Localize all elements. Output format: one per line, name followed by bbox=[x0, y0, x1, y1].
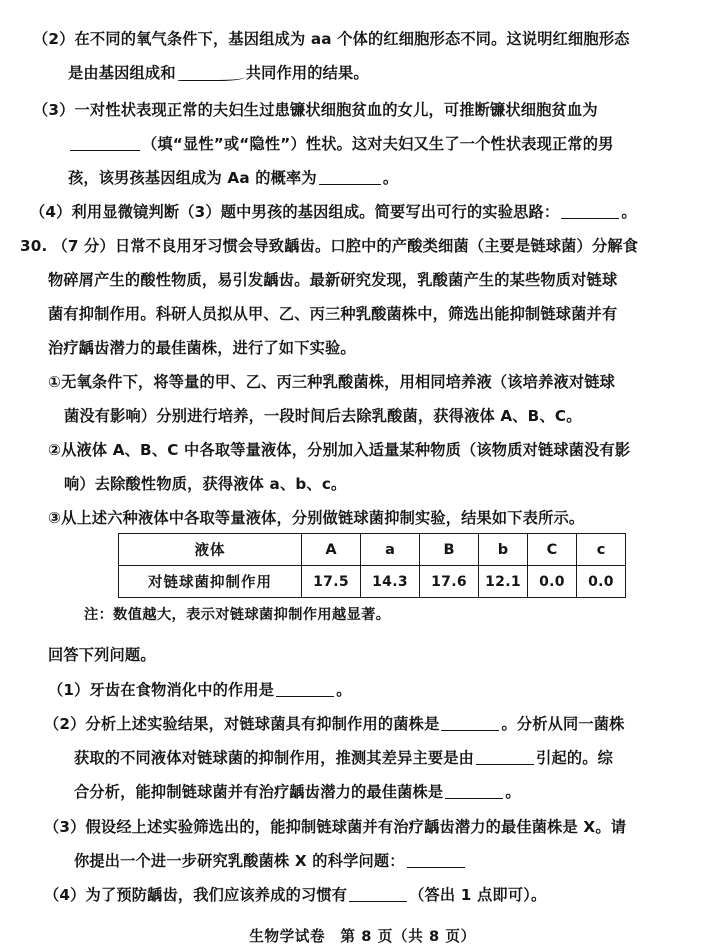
q30-2-line-3 bbox=[74, 785, 521, 800]
q29-4-line-1 bbox=[30, 205, 637, 220]
q30-2-text-6: 。 bbox=[505, 783, 521, 801]
q30-2-text-4: 引起的。综 bbox=[536, 749, 614, 767]
q29-2-text-1: （2）在不同的氧气条件下，基因组成为 aa 个体的红细胞形态不同。这说明红细胞形态 bbox=[33, 30, 630, 48]
q29-3-line-1 bbox=[33, 103, 598, 118]
q29-2-line-1 bbox=[33, 32, 630, 47]
table-cell-value-B: 17.6 bbox=[420, 566, 479, 598]
table-cell-col-b: b bbox=[479, 534, 528, 566]
q30-stem-text-3: 菌有抑制作用。科研人员拟从甲、乙、丙三种乳酸菌株中，筛选出能抑制链球菌并有 bbox=[48, 305, 618, 323]
table-cell-value-a: 14.3 bbox=[361, 566, 420, 598]
q30-step-2-line-2 bbox=[64, 477, 346, 492]
table-cell-value-b: 12.1 bbox=[479, 566, 528, 598]
table-cell-value-C: 0.0 bbox=[528, 566, 577, 598]
table-cell-value-A: 17.5 bbox=[302, 566, 361, 598]
q30-2-line-1 bbox=[44, 717, 625, 732]
step-marker-3-icon: ③ bbox=[48, 509, 62, 527]
q30-step-2-text-2: 响）去除酸性物质，获得液体 a、b、c。 bbox=[64, 475, 347, 493]
answer-blank[interactable] bbox=[476, 753, 534, 765]
q30-stem-line-1 bbox=[20, 239, 638, 254]
q30-step-1-line-2 bbox=[64, 409, 582, 424]
q30-step-3-line-1 bbox=[48, 511, 584, 526]
table-cell-rowlabel: 液体 bbox=[119, 534, 302, 566]
q30-4-line-1 bbox=[44, 888, 546, 903]
q30-1-text-1: （1）牙齿在食物消化中的作用是 bbox=[48, 681, 275, 699]
q30-1-text-2: 。 bbox=[336, 681, 352, 699]
q29-3-text-1: （3）一对性状表现正常的夫妇生过患镰状细胞贫血的女儿，可推断镰状细胞贫血为 bbox=[33, 101, 598, 119]
q30-3-line-1 bbox=[44, 820, 626, 835]
answer-blank[interactable] bbox=[319, 173, 381, 185]
table-cell-col-a: a bbox=[361, 534, 420, 566]
table-cell-col-C: C bbox=[528, 534, 577, 566]
table-cell-col-B: B bbox=[420, 534, 479, 566]
q30-2-text-2: 。分析从同一菌株 bbox=[501, 715, 625, 733]
table-note: 注：数值越大，表示对链球菌抑制作用越显著。 bbox=[84, 607, 391, 623]
q30-step-2-line-1 bbox=[48, 443, 630, 458]
answer-prompt: 回答下列问题。 bbox=[48, 646, 156, 664]
step-marker-1-icon: ① bbox=[48, 373, 62, 391]
q29-3-text-2: （填“显性”或“隐性”）性状。这对夫妇又生了一个性状表现正常的男 bbox=[142, 135, 614, 153]
step-marker-2-icon: ② bbox=[48, 441, 62, 459]
q30-4-text-2: （答出 1 点即可）。 bbox=[409, 886, 547, 904]
q30-stem-line-4 bbox=[48, 341, 356, 356]
table-cell-rowlabel-2: 对链球菌抑制作用 bbox=[119, 566, 302, 598]
q29-2-text-2: 是由基因组成和 bbox=[68, 64, 176, 82]
q30-1-line-1 bbox=[48, 683, 352, 698]
q29-3-line-2 bbox=[68, 137, 614, 152]
q29-2-text-3: 共同作用的结果。 bbox=[245, 64, 369, 82]
q30-3-text-1: （3）假设经上述实验筛选出的，能抑制链球菌并有治疗龋齿潜力的最佳菌株是 X。请 bbox=[44, 818, 627, 836]
q29-3-text-3: 孩，该男孩基因组成为 Aa 的概率为 bbox=[68, 169, 317, 187]
q29-2-line-2 bbox=[68, 66, 369, 81]
q30-step-1-text-1: 无氧条件下，将等量的甲、乙、丙三种乳酸菌株，用相同培养液（该培养液对链球 bbox=[61, 373, 616, 391]
q30-2-line-2 bbox=[74, 751, 613, 766]
q30-3-text-2: 你提出一个进一步研究乳酸菌株 X 的科学问题： bbox=[74, 852, 405, 870]
answer-blank[interactable] bbox=[441, 719, 499, 731]
answer-blank[interactable] bbox=[276, 685, 334, 697]
inhibition-results-table bbox=[118, 533, 626, 598]
q30-2-text-1: （2）分析上述实验结果，对链球菌具有抑制作用的菌株是 bbox=[44, 715, 440, 733]
q29-4-text-1: （4）利用显微镜判断（3）题中男孩的基因组成。简要写出可行的实验思路： bbox=[30, 203, 560, 221]
q30-step-2-text-1: 从液体 A、B、C 中各取等量液体，分别加入适量某种物质（该物质对链球菌没有影 bbox=[61, 441, 631, 459]
table-row-header bbox=[119, 534, 626, 566]
q30-stem-text-4: 治疗龋齿潜力的最佳菌株，进行了如下实验。 bbox=[48, 339, 356, 357]
q30-2-text-5: 合分析，能抑制链球菌并有治疗龋齿潜力的最佳菌株是 bbox=[74, 783, 444, 801]
page-footer: 生物学试卷 第 8 页（共 8 页） bbox=[249, 928, 476, 945]
q29-3-line-3 bbox=[68, 171, 398, 186]
q29-4-text-2: 。 bbox=[621, 203, 637, 221]
answer-blank[interactable] bbox=[177, 69, 245, 81]
q29-3-text-4: 。 bbox=[382, 169, 399, 187]
answer-blank[interactable] bbox=[561, 207, 619, 219]
q30-score: （7 分） bbox=[52, 237, 115, 255]
q30-step-3-text-1: 从上述六种液体中各取等量液体，分别做链球菌抑制实验，结果如下表所示。 bbox=[61, 509, 585, 527]
q30-stem-text-2: 物碎屑产生的酸性物质，易引发龋齿。最新研究发现，乳酸菌产生的某些物质对链球 bbox=[48, 271, 618, 289]
q30-step-1-text-2: 菌没有影响）分别进行培养，一段时间后去除乳酸菌，获得液体 A、B、C。 bbox=[64, 407, 582, 425]
q30-stem-line-2 bbox=[48, 273, 617, 288]
answer-blank[interactable] bbox=[349, 890, 407, 902]
q30-stem-line-3 bbox=[48, 307, 617, 322]
answer-blank[interactable] bbox=[445, 787, 503, 799]
table-cell-value-c: 0.0 bbox=[577, 566, 626, 598]
table-cell-col-A: A bbox=[302, 534, 361, 566]
table-cell-col-c: c bbox=[577, 534, 626, 566]
q30-stem-text-1: 日常不良用牙习惯会导致龋齿。口腔中的产酸类细菌（主要是链球菌）分解食 bbox=[114, 237, 639, 255]
q30-number: 30. bbox=[20, 237, 48, 255]
answer-blank[interactable] bbox=[70, 139, 140, 151]
q30-4-text-1: （4）为了预防龋齿，我们应该养成的习惯有 bbox=[44, 886, 348, 904]
answer-blank[interactable] bbox=[407, 856, 465, 868]
q30-2-text-3: 获取的不同液体对链球菌的抑制作用，推测其差异主要是由 bbox=[74, 749, 475, 767]
q30-3-line-2 bbox=[74, 854, 467, 869]
table-row-values bbox=[119, 566, 626, 598]
q30-step-1-line-1 bbox=[48, 375, 615, 390]
